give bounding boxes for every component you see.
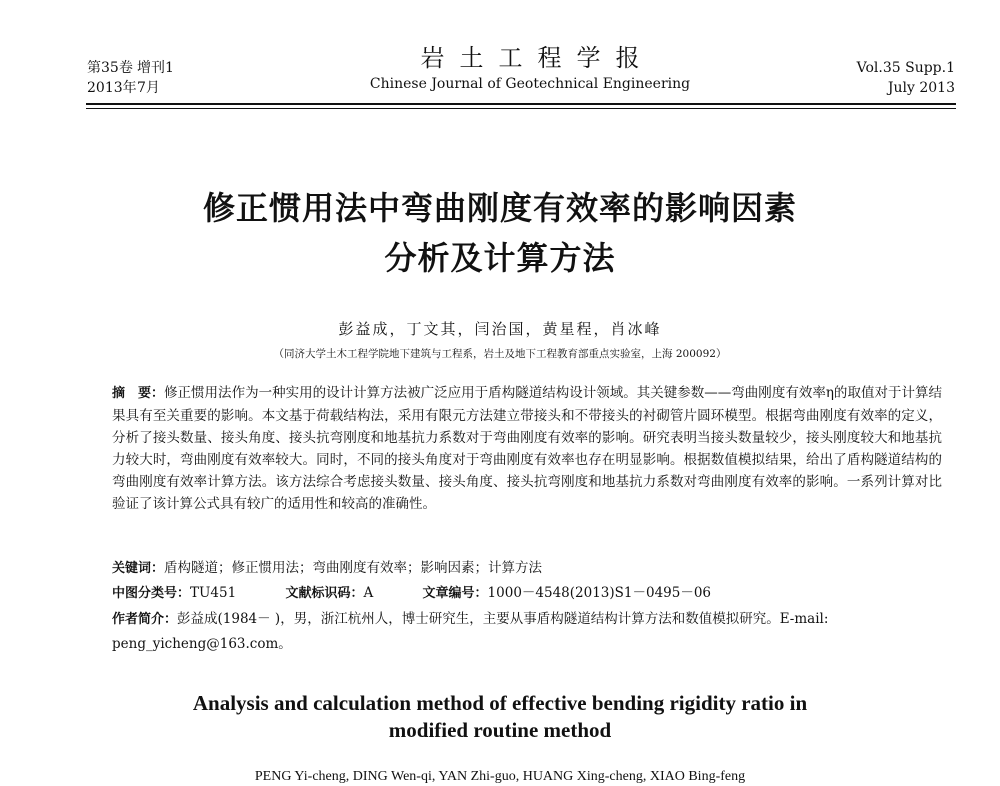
paper-title-line1: 修正惯用法中弯曲刚度有效率的影响因素 xyxy=(202,189,797,227)
abstract-label: 摘 要： xyxy=(112,386,165,401)
english-author-list: PENG Yi-cheng, DING Wen-qi, YAN Zhi-guo, HUANG Xing-cheng, XIAO Bing-feng xyxy=(254,769,746,784)
volume-en: Vol.35 Supp.1 xyxy=(856,60,955,76)
keywords-label: 关键词： xyxy=(112,561,165,576)
volume-label: 第35卷 xyxy=(87,60,133,76)
article-number: 文章编号：1000－4548(2013)S1－0495－06 xyxy=(422,585,712,601)
english-title xyxy=(0,690,1000,744)
header-volume-info-en xyxy=(857,58,955,98)
author-bio-text: 彭益成(1984－ )，男，浙江杭州人，博士研究生，主要从事盾构隧道结构计算方法和数值模拟研究。E-mail: peng_yicheng@163.com。 xyxy=(112,611,829,652)
journal-title-en: Chinese Journal of Geotechnical Engineering xyxy=(369,76,691,92)
document-code: 文献标识码：A xyxy=(285,585,374,601)
classification-line xyxy=(112,583,756,604)
header-volume-info xyxy=(87,58,174,98)
header-rule-thin xyxy=(86,108,956,109)
header-rule-thick xyxy=(86,103,956,105)
month-label: 7月 xyxy=(137,80,160,96)
author-bio xyxy=(112,607,942,656)
date-en: July 2013 xyxy=(887,80,955,96)
affiliation: （同济大学土木工程学院地下建筑与工程系，岩土及地下工程教育部重点实验室，上海 200092） xyxy=(273,348,727,360)
year-label: 2013年 xyxy=(87,80,137,96)
paper-title-line2: 分析及计算方法 xyxy=(384,239,616,277)
abstract xyxy=(112,382,942,515)
clc-number: 中图分类号：TU451 xyxy=(112,585,237,601)
supplement-label: 增刊1 xyxy=(137,60,174,76)
english-title-line2: modified routine method xyxy=(388,718,612,742)
journal-masthead xyxy=(300,42,760,93)
keywords-text: 盾构隧道；修正惯用法；弯曲刚度有效率；影响因素；计算方法 xyxy=(164,560,543,576)
keywords xyxy=(112,558,542,579)
author-bio-label: 作者简介： xyxy=(112,612,178,627)
author-list: 彭益成，丁文其，闫治国，黄星程，肖冰峰 xyxy=(338,320,662,338)
journal-title-cn: 岩土工程学报 xyxy=(420,44,655,72)
english-title-line1: Analysis and calculation method of effective bending rigidity ratio in xyxy=(192,691,808,715)
abstract-text: 修正惯用法作为一种实用的设计计算方法被广泛应用于盾构隧道结构设计领域。其关键参数——弯曲刚度有效率η的取值对于计算结果具有至关重要的影响。本文基于荷载结构法，采用有限元方法建立带接头和不带接头的衬砌管片圆环模型。根据弯曲刚度有效率的定义，分析了接头数量、接头角度、接头抗弯刚度和地基抗力系数对于弯曲刚度有效率的影响。研究表明当接头数量较少，接头刚度较大和地基抗力较大时，弯曲刚度有效率较大。同时，不同的接头角度对于弯曲刚度有效率也存在明显影响。根据数值模拟结果，给出了盾构隧道结构的弯曲刚度有效率计算方法。该方法综合考虑接头数量、接头角度、接头抗弯刚度和地基抗力系数对弯曲刚度有效率的影响。一系列计算对比验证了该计算公式具有较广的适用性和较高的准确性。 xyxy=(112,385,942,512)
